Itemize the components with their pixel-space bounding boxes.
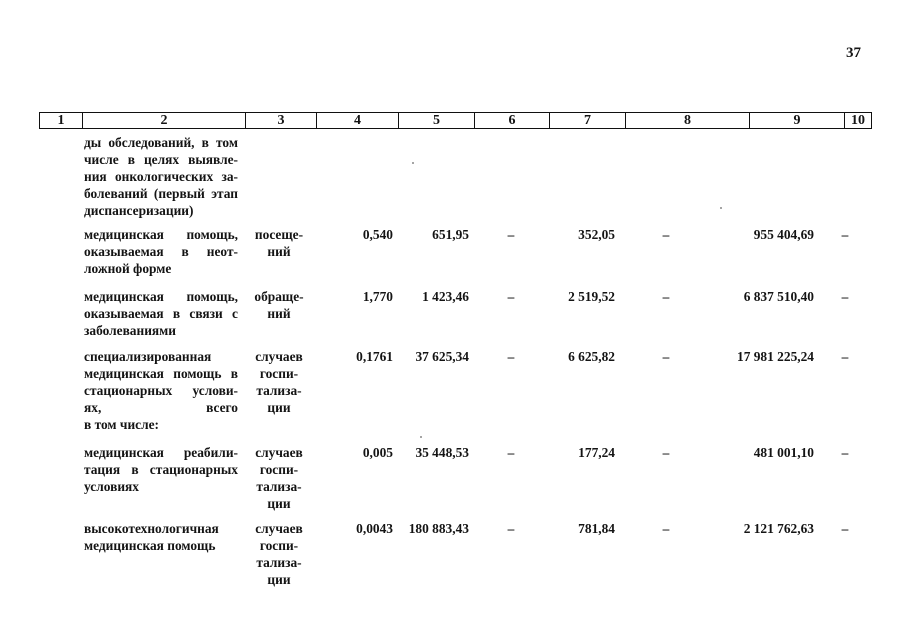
column-6-value: –	[507, 445, 515, 460]
column-6-value: –	[507, 227, 515, 242]
column-6-value: –	[507, 289, 515, 304]
column-10-value: –	[841, 227, 849, 242]
unit-line: тализа-	[256, 479, 302, 494]
unit-line: тализа-	[256, 555, 302, 570]
description-line: специализированная	[84, 349, 212, 364]
description-line: ложной форме	[84, 261, 172, 276]
description-line: болеваний (первый этап	[84, 186, 238, 201]
column-8-value: –	[662, 227, 670, 242]
column-header-1: 1	[57, 112, 65, 128]
row-description	[84, 444, 238, 495]
row-description	[84, 348, 238, 433]
row-description	[84, 520, 238, 554]
scan-speck	[720, 207, 722, 209]
unit-line: ний	[267, 244, 291, 259]
description-line: ния онкологических за-	[84, 169, 238, 184]
description-line: медицинская помощь,	[84, 289, 238, 304]
column-header-6: 6	[474, 113, 549, 128]
unit-line: посеще-	[254, 227, 304, 242]
column-10-value: –	[841, 289, 849, 304]
column-header-4: 4	[316, 113, 398, 128]
total-cost: 17 981 225,24	[737, 349, 814, 364]
description-line: высокотехнологичная	[84, 521, 219, 536]
row-unit	[242, 348, 316, 416]
column-10-value: –	[841, 445, 849, 460]
column-10-value: –	[841, 521, 849, 536]
norm-value: 0,0043	[356, 521, 393, 536]
unit-line: ний	[267, 306, 291, 321]
description-line: медицинская помощь	[84, 538, 216, 553]
cost-per-unit: 180 883,43	[408, 521, 469, 536]
unit-line: случаев	[255, 521, 303, 536]
description-line: оказываемая в неот-	[84, 244, 238, 259]
per-capita-norm: 2 519,52	[568, 289, 615, 304]
description-line: оказываемая в связи с	[84, 306, 238, 321]
column-number-header	[39, 112, 872, 129]
row-description	[84, 226, 238, 277]
cost-per-unit: 651,95	[432, 227, 469, 242]
unit-line: госпи-	[259, 462, 299, 477]
column-8-value: –	[662, 521, 670, 536]
per-capita-norm: 6 625,82	[568, 349, 615, 364]
cost-per-unit: 37 625,34	[415, 349, 469, 364]
row-unit	[242, 444, 316, 512]
column-header-9: 9	[749, 113, 844, 128]
column-10-value: –	[841, 349, 849, 364]
column-8-value: –	[662, 289, 670, 304]
column-header-7: 7	[549, 113, 625, 128]
unit-line: случаев	[255, 349, 303, 364]
row-unit	[242, 520, 316, 588]
column-header-3: 3	[245, 113, 316, 128]
description-line: медицинская помощь в	[84, 366, 238, 381]
row-description	[84, 134, 238, 219]
description-line: стационарных услови-	[84, 383, 238, 398]
per-capita-norm: 352,05	[578, 227, 615, 242]
description-line: числе в целях выявле-	[84, 152, 238, 167]
description-line: диспансеризации)	[84, 203, 194, 218]
column-6-value: –	[507, 349, 515, 364]
norm-value: 0,005	[362, 445, 393, 460]
scan-speck	[412, 162, 414, 164]
cost-per-unit: 1 423,46	[422, 289, 469, 304]
norm-value: 1,770	[362, 289, 393, 304]
description-line: в том числе:	[84, 417, 160, 432]
column-header-2: 2	[82, 113, 245, 128]
total-cost: 6 837 510,40	[743, 289, 814, 304]
row-description	[84, 288, 238, 339]
description-line: тация в стационарных	[84, 462, 238, 477]
total-cost: 481 001,10	[753, 445, 814, 460]
cost-per-unit: 35 448,53	[415, 445, 469, 460]
per-capita-norm: 781,84	[578, 521, 615, 536]
column-8-value: –	[662, 445, 670, 460]
unit-line: тализа-	[256, 383, 302, 398]
description-line: заболеваниями	[84, 323, 177, 338]
norm-value: 0,540	[362, 227, 393, 242]
description-line: ях, всего	[84, 400, 238, 415]
page-number: 37	[846, 45, 861, 61]
unit-line: ции	[267, 496, 291, 511]
unit-line: обраще-	[254, 289, 304, 304]
row-unit	[242, 226, 316, 260]
column-6-value: –	[507, 521, 515, 536]
column-header-8: 8	[625, 113, 749, 128]
total-cost: 955 404,69	[753, 227, 814, 242]
norm-value: 0,1761	[356, 349, 393, 364]
unit-line: ции	[267, 572, 291, 587]
unit-line: госпи-	[259, 366, 299, 381]
description-line: медицинская реабили-	[84, 445, 238, 460]
description-line: условиях	[84, 479, 139, 494]
unit-line: случаев	[255, 445, 303, 460]
total-cost: 2 121 762,63	[743, 521, 814, 536]
column-8-value: –	[662, 349, 670, 364]
description-line: медицинская помощь,	[84, 227, 238, 242]
row-unit	[242, 288, 316, 322]
column-header-5: 5	[398, 113, 474, 128]
unit-line: ции	[267, 400, 291, 415]
column-header-10: 10	[844, 113, 871, 128]
unit-line: госпи-	[259, 538, 299, 553]
scan-speck	[420, 436, 422, 438]
per-capita-norm: 177,24	[578, 445, 615, 460]
description-line: ды обследований, в том	[84, 135, 238, 150]
